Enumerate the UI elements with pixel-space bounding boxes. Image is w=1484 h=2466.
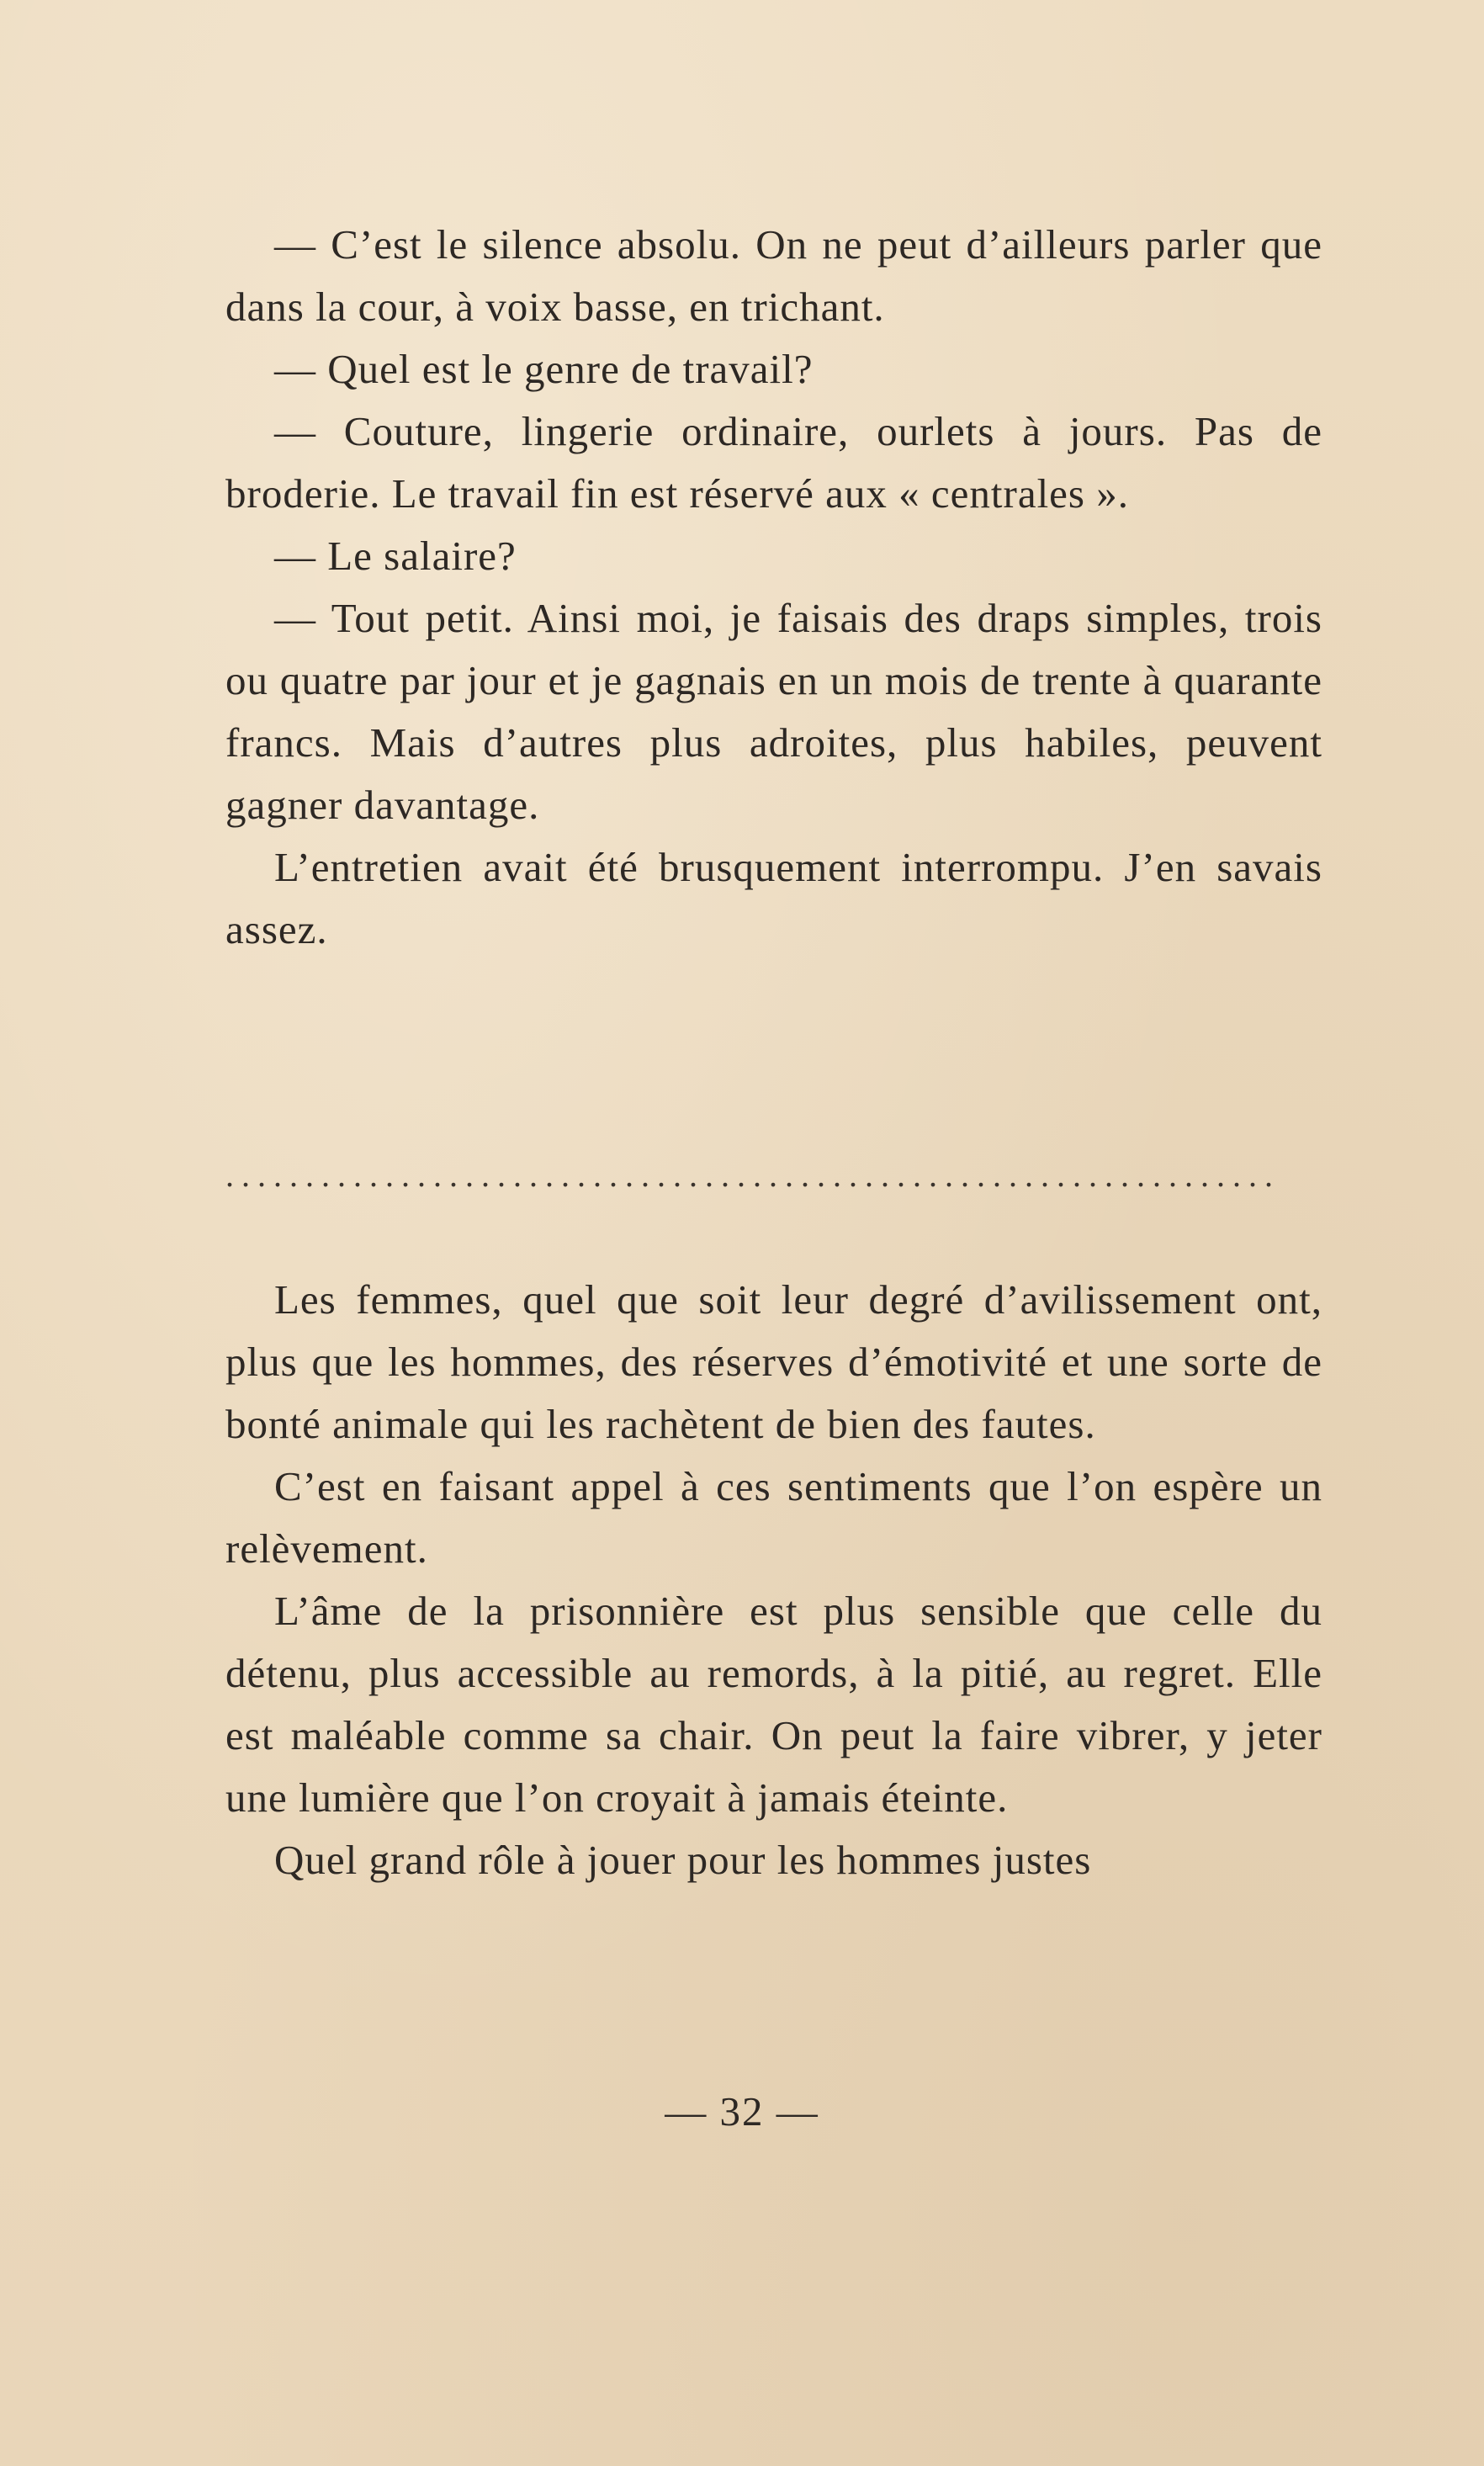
dialogue-line: — Quel est le genre de travail?: [274, 346, 814, 392]
dialogue-line: — Tout petit. Ainsi moi, je faisais des draps simples, trois ou quatre par jour et je gagnais en un mois de trente à quarante francs. Mais d’autres plus adroites, plus habiles, peuvent gagner davantage.: [225, 595, 1322, 828]
paragraph: L’âme de la prisonnière est plus sensible que celle du détenu, plus accessible au remords, à la pitié, au regret. Elle est maléable comme sa chair. On peut la faire vibrer, y jeter une lumière que l’on croyait à jamais éteinte.: [225, 1588, 1322, 1821]
dialogue-line: — Le salaire?: [274, 533, 517, 579]
dialogue-line: — Couture, lingerie ordinaire, ourlets à jours. Pas de broderie. Le travail fin est réservé aux « centrales ».: [225, 408, 1322, 517]
section-separator: ..................................................................: [225, 1163, 1280, 1188]
paragraph: Quel grand rôle à jouer pour les hommes justes: [274, 1837, 1092, 1883]
narrative-line: L’entretien avait été brusquement interrompu. J’en savais assez.: [225, 844, 1322, 952]
essay-section: [225, 1269, 1322, 1891]
dialogue-line: — C’est le silence absolu. On ne peut d’ailleurs parler que dans la cour, à voix basse, en trichant.: [225, 221, 1322, 330]
page-number: — 32 —: [665, 2088, 819, 2135]
dialogue-section: [225, 214, 1322, 961]
paragraph: Les femmes, quel que soit leur degré d’avilissement ont, plus que les hommes, des réserves d’émotivité et une sorte de bonté animale qui les rachètent de bien des fautes.: [225, 1276, 1322, 1447]
paragraph: C’est en faisant appel à ces sentiments que l’on espère un relèvement.: [225, 1463, 1322, 1572]
